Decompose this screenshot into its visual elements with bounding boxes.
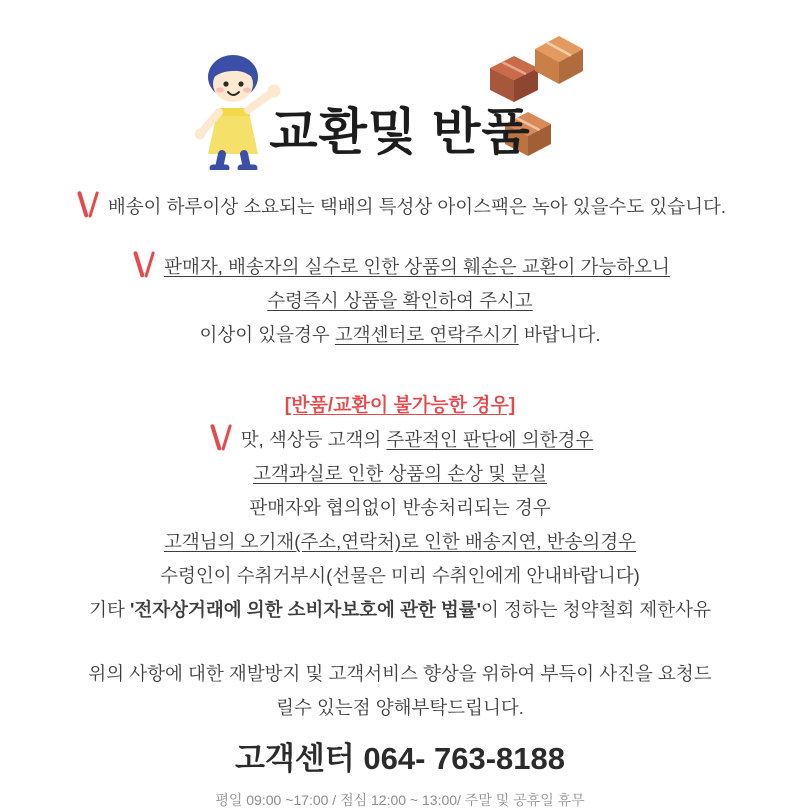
exchange-line-1: [0, 250, 800, 284]
red-check-mark-icon: [74, 191, 100, 219]
restrictions-heading-text: [반품/교환이 불가능한 경우]: [284, 395, 516, 416]
restrictions-section: [0, 388, 800, 627]
red-check-mark-icon: [207, 424, 233, 452]
restriction-item-2: [0, 457, 800, 491]
law-suffix: 이 정하는 청약철회 제한사유: [481, 599, 711, 620]
customer-center-hotline: 고객센터 064- 763-8188: [234, 741, 566, 776]
restriction-3-text: 판매자와 협의없이 반송처리되는 경우: [249, 497, 551, 518]
law-bold: '전자상거래에 의한 소비자보호에 관한 법률': [129, 599, 482, 620]
customer-center-hours: 평일 09:00 ~17:00 / 점심 12:00 ~ 13:00/ 주말 및 공휴일 휴무: [215, 792, 585, 808]
restriction-1-prefix: 맛, 색상등 고객의: [240, 429, 387, 450]
intro-text: 배송이 하루이상 소요되는 택배의 특성상 아이스팩은 녹아 있을수도 있습니다.: [107, 196, 727, 217]
restriction-item-4: [0, 525, 800, 559]
notice-line-2: 릴수 있는점 양해부탁드립니다.: [276, 697, 524, 718]
parcel-box-icon: [531, 32, 587, 86]
restriction-item-3: [0, 491, 800, 525]
red-check-mark-icon: [130, 251, 156, 279]
exchange-text-3-underline: 고객센터로 연락주시기: [334, 324, 519, 345]
exchange-text-1: 판매자, 배송자의 실수로 인한 상품의 훼손은 교환이 가능하오니: [164, 256, 670, 277]
restriction-1-underline: 주관적인 판단에 의한경우: [386, 429, 594, 450]
exchange-text-2: 수령즉시 상품을 확인하여 주시고: [267, 290, 533, 311]
intro-section: [0, 190, 800, 224]
exchange-line-2: [0, 284, 800, 318]
restriction-4-underline: 고객님의 오기재(주소,연락처)로 인한 배송지연, 반송의경우: [163, 531, 637, 552]
law-prefix: 기타: [89, 599, 130, 620]
restrictions-heading: [0, 388, 800, 423]
exchange-text-3-suffix: 바랍니다.: [518, 324, 601, 345]
exchange-section: [0, 250, 800, 352]
exchange-line-3: [0, 318, 800, 352]
restriction-law-line: [0, 593, 800, 627]
page-header: [0, 0, 800, 182]
notice-line-1: 위의 사항에 대한 재발방지 및 고객서비스 향상을 위하여 부득이 사진을 요청드: [88, 663, 712, 684]
intro-line: [0, 190, 800, 224]
photo-request-notice: [0, 657, 800, 725]
restriction-2-underline: 고객과실로 인한 상품의 손상 및 분실: [253, 463, 547, 484]
restriction-item-5: [0, 559, 800, 593]
restriction-5-text: 수령인이 수취거부시(선물은 미리 수취인에게 안내바랍니다): [160, 565, 640, 586]
page-title: 교환및 반품: [269, 104, 531, 160]
restriction-item-1: [0, 423, 800, 457]
exchange-text-3-prefix: 이상이 있을경우: [199, 324, 335, 345]
